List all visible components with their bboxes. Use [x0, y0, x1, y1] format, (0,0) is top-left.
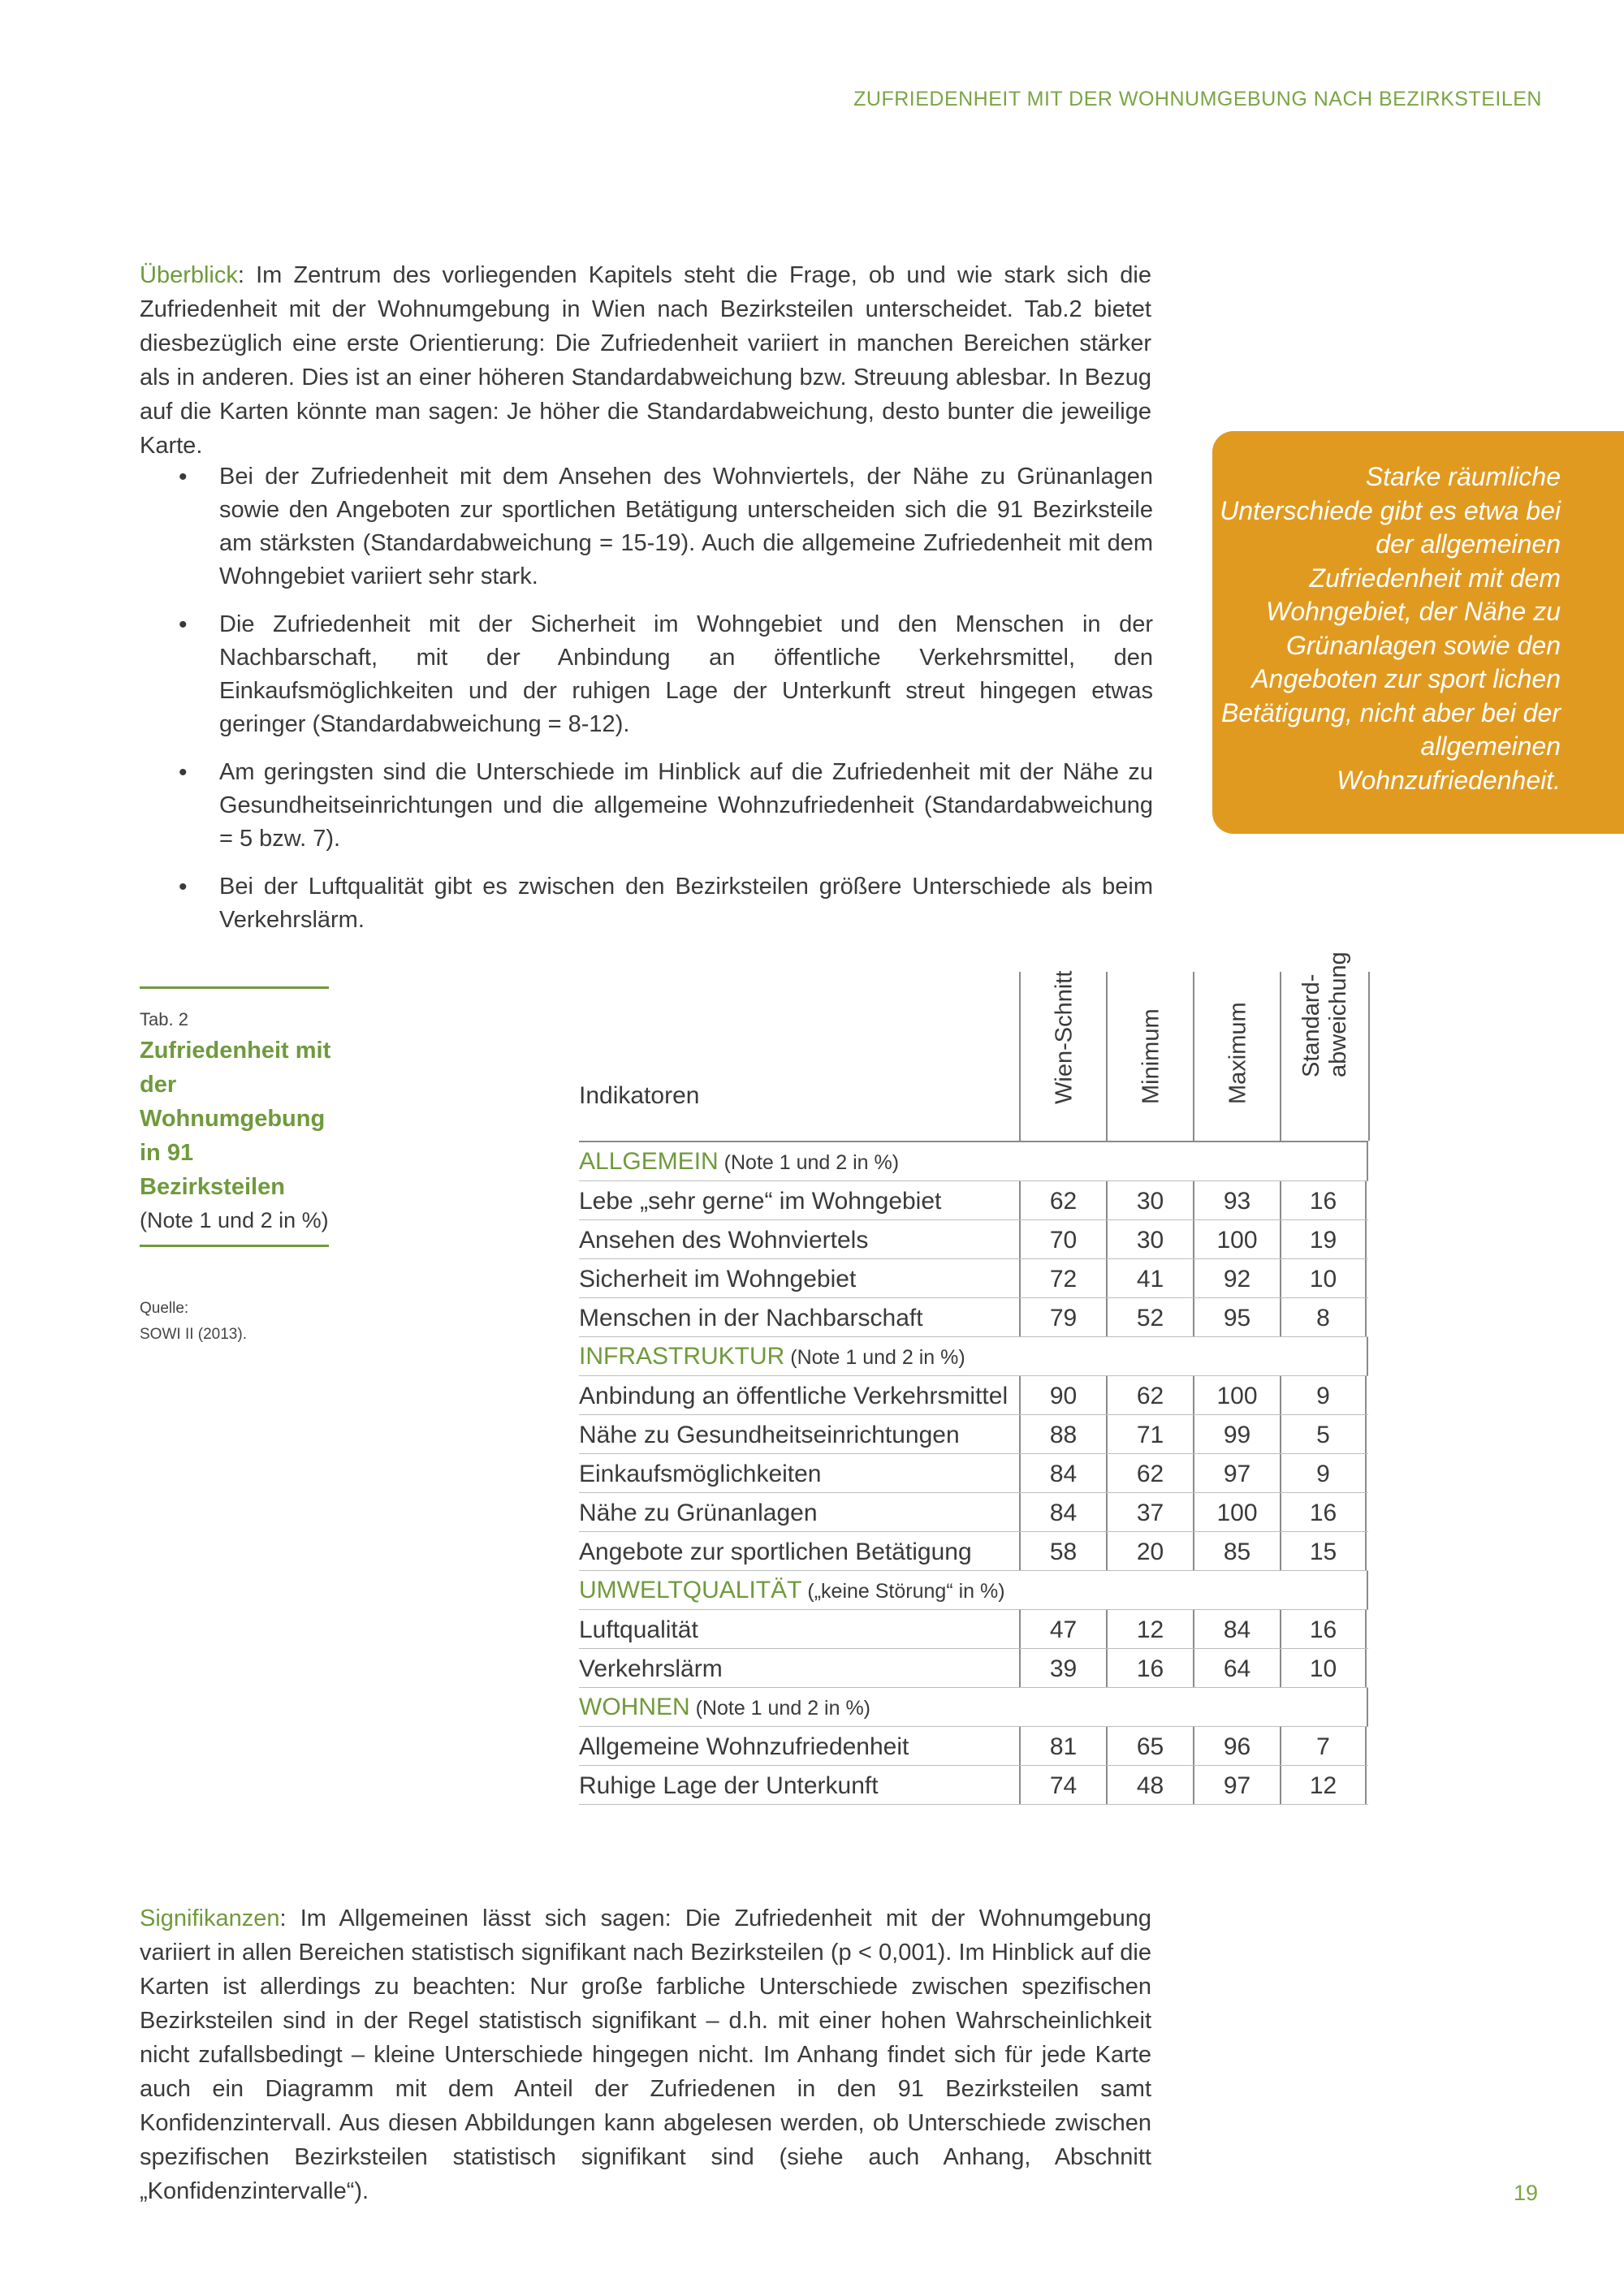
row-label: Menschen in der Nachbarschaft: [579, 1305, 923, 1331]
section-header: [579, 1571, 1368, 1610]
bullet-dot-icon: •: [179, 464, 188, 490]
cell-wien-schnitt: 70: [1019, 1220, 1106, 1258]
col-header-text: Maximum: [1224, 1002, 1250, 1104]
row-label: Ansehen des Wohnviertels: [579, 1227, 869, 1254]
callout-box: [1212, 431, 1624, 834]
cell-standardabweichung: 7: [1280, 1727, 1367, 1765]
bullet-dot-icon: •: [179, 759, 188, 786]
cell-standardabweichung: 19: [1280, 1220, 1367, 1258]
cell-maximum: 100: [1193, 1493, 1280, 1531]
row-label: Nähe zu Gesundheitseinrichtungen: [579, 1422, 960, 1448]
source-label: Quelle:: [140, 1300, 189, 1317]
bullet-dot-icon: •: [179, 611, 188, 638]
cell-minimum: 41: [1106, 1259, 1193, 1297]
caption-rule-bottom: [140, 1245, 329, 1247]
cell-minimum: 30: [1106, 1220, 1193, 1258]
table-title: Zufriedenheit mit der Wohnumgebung in 91 Bezirksteilen: [140, 1038, 331, 1200]
row-label: Anbindung an öffentliche Verkehrsmittel: [579, 1383, 1009, 1409]
bullet-list: [179, 460, 1153, 952]
cell-wien-schnitt: 58: [1019, 1532, 1106, 1570]
cell-wien-schnitt: 90: [1019, 1376, 1106, 1414]
source-text: SOWI II (2013).: [140, 1326, 247, 1343]
table-row: [579, 1181, 1368, 1220]
table-row: [579, 1298, 1368, 1337]
significance-text: : Im Allgemeinen lässt sich sagen: Die Zufriedenheit mit der Wohnumgebung variiert in allen Bereichen statistisch signifikant nach Bezirksteilen (p < 0,001). Im Hinblick auf die Karten ist allerdings zu beachten: Nur große farbliche Unterschiede zwischen spezifischen Bezirksteilen sind in der Regel statistisch signifikant – d.h. mit einer hohen Wahrscheinlichkeit nicht zufallsbedingt – kleine Unterschiede hingegen nicht. Im Anhang findet sich für jede Karte auch ein Diagramm mit dem Anteil der Zufriedenen in den 91 Bezirksteilen samt Konfidenzintervall. Aus diesen Abbildungen kann abgelesen werden, ob Unterschiede zwischen spezifischen Bezirksteilen statistisch signifikant sind (siehe auch Anhang, Abschnitt „Konfidenzintervalle“).: [140, 1905, 1151, 2204]
table-row: [579, 1727, 1368, 1766]
cell-minimum: 52: [1106, 1298, 1193, 1336]
intro-lead: Überblick: [140, 262, 238, 288]
cell-wien-schnitt: 79: [1019, 1298, 1106, 1336]
table-unit: (Note 1 und 2 in %): [140, 1208, 329, 1232]
row-label: Sicherheit im Wohngebiet: [579, 1266, 857, 1293]
bullet-text: Bei der Zufriedenheit mit dem Ansehen des Wohnviertels, der Nähe zu Grünanlagen sowie den Angeboten zur sportlichen Betätigung unterscheiden sich die 91 Bezirksteile am stärksten (Standardabweichung = 15-19). Auch die allgemeine Zufriedenheit mit dem Wohngebiet variiert sehr stark.: [219, 464, 1153, 589]
cell-minimum: 30: [1106, 1181, 1193, 1219]
cell-maximum: 92: [1193, 1259, 1280, 1297]
cell-minimum: 62: [1106, 1376, 1193, 1414]
row-label: Verkehrslärm: [579, 1655, 723, 1682]
col-header-maximum: [1193, 972, 1281, 1141]
cell-standardabweichung: 8: [1280, 1298, 1367, 1336]
cell-wien-schnitt: 39: [1019, 1649, 1106, 1687]
table-caption: [140, 986, 335, 1348]
cell-maximum: 96: [1193, 1727, 1280, 1765]
table-row: [579, 1649, 1368, 1688]
cell-maximum: 95: [1193, 1298, 1280, 1336]
col-header-text: Standard- abweichung: [1298, 952, 1351, 1077]
table-row: [579, 1610, 1368, 1649]
col-header-wien-schnitt: [1019, 972, 1108, 1141]
table-body: [579, 1141, 1368, 1805]
cell-wien-schnitt: 47: [1019, 1610, 1106, 1648]
bullet-dot-icon: •: [179, 874, 188, 900]
section-title: WOHNEN: [579, 1694, 690, 1720]
cell-maximum: 97: [1193, 1766, 1280, 1804]
col-header-standardabweichung: [1280, 952, 1370, 1141]
section-header: [579, 1141, 1368, 1181]
cell-wien-schnitt: 84: [1019, 1493, 1106, 1531]
section-title: UMWELTQUALITÄT: [579, 1577, 802, 1603]
cell-minimum: 20: [1106, 1532, 1193, 1570]
significance-paragraph: [140, 1901, 1151, 2208]
col-header-minimum: [1106, 972, 1194, 1141]
row-label: Allgemeine Wohnzufriedenheit: [579, 1733, 909, 1760]
cell-maximum: 99: [1193, 1415, 1280, 1453]
table-row: [579, 1493, 1368, 1532]
data-table: [579, 952, 1368, 1805]
cell-minimum: 48: [1106, 1766, 1193, 1804]
significance-lead: Signifikanzen: [140, 1905, 280, 1931]
section-note: (Note 1 und 2 in %): [718, 1151, 900, 1174]
cell-maximum: 100: [1193, 1376, 1280, 1414]
table-row: [579, 1259, 1368, 1298]
table-number: Tab. 2: [140, 1009, 188, 1029]
bullet-item: [179, 756, 1153, 856]
indicator-header: Indikatoren: [579, 1082, 700, 1109]
col-header-text: Minimum: [1138, 1008, 1164, 1104]
section-header: [579, 1688, 1368, 1727]
section-note: (Note 1 und 2 in %): [689, 1697, 870, 1720]
section-title: INFRASTRUKTUR: [579, 1343, 785, 1370]
row-label: Lebe „sehr gerne“ im Wohngebiet: [579, 1188, 942, 1215]
intro-text: : Im Zentrum des vorliegenden Kapitels steht die Frage, ob und wie stark sich die Zufriedenheit mit der Wohnumgebung in Wien nach Bezirksteilen unterscheidet. Tab.2 bietet diesbezüglich eine erste Orientierung: Die Zufriedenheit variiert in manchen Bereichen stärker als in anderen. Dies ist an einer höheren Standardabweichung bzw. Streuung ablesbar. In Bezug auf die Karten könnte man sagen: Je höher die Standardabweichung, desto bunter die jeweilige Karte.: [140, 262, 1151, 459]
cell-minimum: 65: [1106, 1727, 1193, 1765]
table-row: [579, 1532, 1368, 1571]
cell-maximum: 97: [1193, 1454, 1280, 1492]
cell-minimum: 37: [1106, 1493, 1193, 1531]
bullet-item: [179, 870, 1153, 937]
cell-standardabweichung: 16: [1280, 1493, 1367, 1531]
bullet-text: Die Zufriedenheit mit der Sicherheit im Wohngebiet und den Menschen in der Nachbarschaft, mit der Anbindung an öffentliche Verkehrsmittel, den Einkaufsmöglichkeiten und der ruhigen Lage der Unterkunft streut hingegen etwas geringer (Standardabweichung = 8-12).: [219, 611, 1153, 737]
page-number: 19: [1513, 2181, 1538, 2205]
callout-text: Starke räumliche Unterschiede gibt es etwa bei der allgemeinen Zufriedenheit mit dem Wohngebiet, der Nähe zu Grünanlagen sowie den Angeboten zur sport lichen Betätigung, nicht aber bei der allgemeinen Wohnzufriedenheit.: [1220, 462, 1561, 795]
running-header: ZUFRIEDENHEIT MIT DER WOHNUMGEBUNG NACH BEZIRKSTEILEN: [853, 88, 1542, 110]
bullet-item: [179, 608, 1153, 741]
cell-standardabweichung: 12: [1280, 1766, 1367, 1804]
bullet-item: [179, 460, 1153, 593]
table-header: [579, 952, 1368, 1141]
cell-maximum: 100: [1193, 1220, 1280, 1258]
table-row: [579, 1220, 1368, 1259]
cell-wien-schnitt: 74: [1019, 1766, 1106, 1804]
cell-wien-schnitt: 62: [1019, 1181, 1106, 1219]
cell-standardabweichung: 16: [1280, 1610, 1367, 1648]
cell-wien-schnitt: 81: [1019, 1727, 1106, 1765]
cell-standardabweichung: 16: [1280, 1181, 1367, 1219]
row-label: Einkaufsmöglichkeiten: [579, 1461, 822, 1487]
cell-wien-schnitt: 72: [1019, 1259, 1106, 1297]
cell-standardabweichung: 10: [1280, 1649, 1367, 1687]
row-label: Luftqualität: [579, 1616, 698, 1643]
section-note: („keine Störung“ in %): [801, 1580, 1005, 1603]
cell-maximum: 93: [1193, 1181, 1280, 1219]
cell-standardabweichung: 10: [1280, 1259, 1367, 1297]
bullet-text: Bei der Luftqualität gibt es zwischen den Bezirksteilen größere Unterschiede als beim Verkehrslärm.: [219, 874, 1153, 933]
table-row: [579, 1376, 1368, 1415]
table-row: [579, 1454, 1368, 1493]
table-row: [579, 1766, 1368, 1805]
cell-standardabweichung: 9: [1280, 1376, 1367, 1414]
cell-standardabweichung: 15: [1280, 1532, 1367, 1570]
cell-standardabweichung: 9: [1280, 1454, 1367, 1492]
cell-minimum: 62: [1106, 1454, 1193, 1492]
caption-rule-top: [140, 986, 329, 989]
section-header: [579, 1337, 1368, 1376]
cell-maximum: 84: [1193, 1610, 1280, 1648]
intro-paragraph: [140, 258, 1151, 463]
cell-minimum: 12: [1106, 1610, 1193, 1648]
cell-standardabweichung: 5: [1280, 1415, 1367, 1453]
section-note: (Note 1 und 2 in %): [784, 1346, 965, 1369]
table-row: [579, 1415, 1368, 1454]
cell-maximum: 85: [1193, 1532, 1280, 1570]
row-label: Nähe zu Grünanlagen: [579, 1500, 818, 1526]
cell-minimum: 16: [1106, 1649, 1193, 1687]
bullet-text: Am geringsten sind die Unterschiede im Hinblick auf die Zufriedenheit mit der Nähe zu Gesundheitseinrichtungen und die allgemeine Wohnzufriedenheit (Standardabweichung = 5 bzw. 7).: [219, 759, 1153, 852]
row-label: Ruhige Lage der Unterkunft: [579, 1772, 879, 1799]
row-label: Angebote zur sportlichen Betätigung: [579, 1539, 972, 1565]
col-header-text: Wien-Schnitt: [1051, 970, 1077, 1104]
source-note: [140, 1296, 335, 1348]
cell-wien-schnitt: 88: [1019, 1415, 1106, 1453]
cell-wien-schnitt: 84: [1019, 1454, 1106, 1492]
cell-minimum: 71: [1106, 1415, 1193, 1453]
section-title: ALLGEMEIN: [579, 1148, 719, 1175]
cell-maximum: 64: [1193, 1649, 1280, 1687]
